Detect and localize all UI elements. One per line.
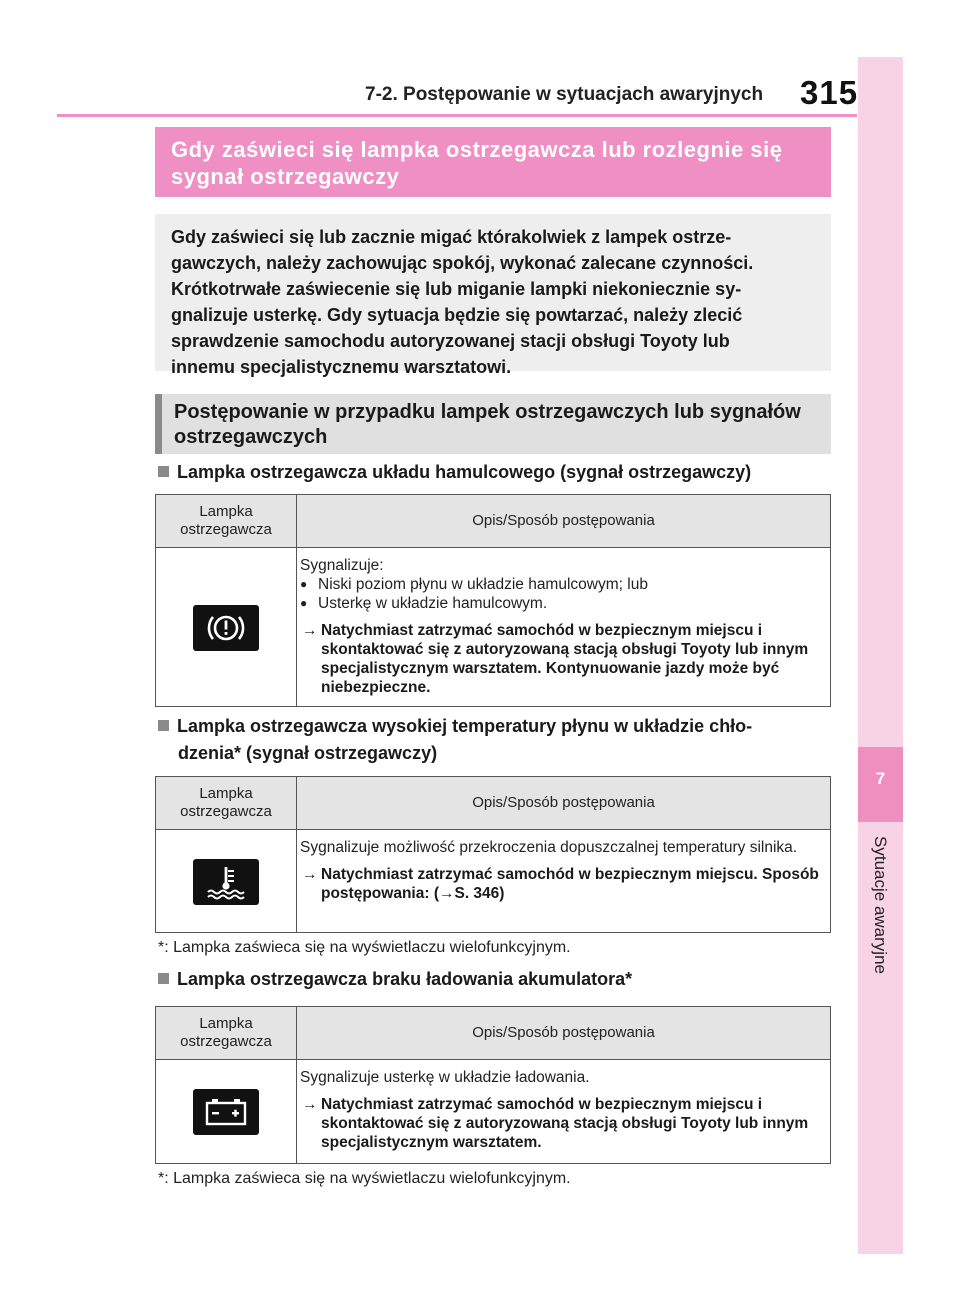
intro-line: innemu specjalistycznemu warsztatowi. (171, 357, 512, 377)
description-lead: Sygnalizuje: (300, 557, 384, 574)
header-warning-lamp: Lampka ostrzegawcza (156, 495, 297, 547)
chapter-number: 7 (875, 769, 886, 788)
coolant-temperature-icon (193, 859, 259, 905)
section-heading: Postępowanie w przypadku lampek ostrzegawczych lub sygnałów ostrzegawczych (155, 394, 831, 454)
subsection-title: Lampka ostrzegawcza wysokiej temperatury płynu w układzie chło- (177, 716, 753, 736)
header-description: Opis/Sposób postępowania (472, 512, 655, 529)
square-bullet-icon (158, 466, 169, 477)
page-reference-link[interactable]: →S. 346 (438, 885, 500, 902)
page-number: 315 (800, 74, 859, 111)
header-warning-lamp: Lampka ostrzegawcza (156, 1007, 297, 1059)
description-cell (297, 830, 830, 933)
action-instruction (300, 865, 824, 903)
chapter-tab (858, 747, 903, 822)
intro-line: Krótkotrwałe zaświecenie się lub miganie lampki niekoniecznie sy- (171, 279, 742, 299)
table-row (156, 830, 830, 933)
arrow-icon: → (302, 1096, 318, 1113)
table-header-row (156, 1007, 830, 1060)
header-description: Opis/Sposób postępowania (472, 794, 655, 811)
table-row (156, 548, 830, 707)
list-item (300, 575, 824, 594)
intro-line: sprawdzenie samochodu autoryzowanej stacji obsługi Toyoty lub (171, 331, 730, 351)
header-description: Opis/Sposób postępowania (472, 1024, 655, 1041)
section-title: 7-2. Postępowanie w sytuacjach awaryjnych (365, 84, 764, 105)
list-item-text: Niski poziom płynu w układzie hamulcowym; lub (318, 576, 648, 593)
warning-table-coolant (155, 776, 831, 933)
footnote: *: Lampka zaświeca się na wyświetlaczu wielofunkcyjnym. (158, 1170, 571, 1187)
intro-line: gnalizuje usterkę. Gdy sytuacja będzie się powtarzać, należy zlecić (171, 305, 743, 325)
table-row (156, 1060, 830, 1164)
action-instruction (300, 621, 824, 697)
table-header-row (156, 777, 830, 830)
description-cell (297, 548, 830, 707)
action-instruction (300, 1095, 824, 1152)
subsection-heading-brake (158, 459, 751, 486)
footnote: *: Lampka zaświeca się na wyświetlaczu wielofunkcyjnym. (158, 939, 571, 956)
lamp-cell (156, 1060, 297, 1164)
intro-box (155, 214, 831, 377)
action-text-main: Natychmiast zatrzymać samochód w bezpiecznym miejscu. Sposób postępowania: ( (321, 866, 819, 902)
description-cell (297, 1060, 830, 1164)
battery-charge-icon (193, 1089, 259, 1135)
description-lead: Sygnalizuje usterkę w układzie ładowania. (300, 1069, 590, 1086)
arrow-icon: → (302, 622, 318, 639)
subsection-heading-coolant (158, 713, 752, 767)
list-item (300, 594, 824, 613)
chapter-label: Sytuacje awaryjne (871, 836, 890, 974)
action-text: Natychmiast zatrzymać samochód w bezpiecznym miejscu i skontaktować się z autoryzowaną stacją obsługi Toyoty lub innym specjalistycznym warsztatem. Kontynuowanie jazdy może być niebezpieczne. (321, 622, 809, 696)
subsection-title-continued: dzenia* (sygnał ostrzegawczy) (178, 743, 438, 763)
action-text-end: ) (499, 885, 505, 902)
warning-table-battery (155, 1006, 831, 1164)
intro-line: gawczych, należy zachowując spokój, wykonać zalecane czynności. (171, 253, 754, 273)
main-heading: Gdy zaświeci się lampka ostrzegawcza lub rozlegnie się sygnał ostrzegawczy (155, 127, 831, 197)
square-bullet-icon (158, 720, 169, 731)
arrow-icon: → (302, 866, 318, 883)
square-bullet-icon (158, 973, 169, 984)
header-warning-lamp: Lampka ostrzegawcza (156, 777, 297, 829)
subsection-heading-battery (158, 966, 632, 993)
list-item-text: Usterkę w układzie hamulcowym. (318, 595, 548, 612)
description-lead: Sygnalizuje możliwość przekroczenia dopuszczalnej temperatury silnika. (300, 839, 798, 856)
subsection-title: Lampka ostrzegawcza układu hamulcowego (sygnał ostrzegawczy) (177, 462, 752, 482)
subsection-title: Lampka ostrzegawcza braku ładowania akumulatora* (177, 969, 633, 989)
bullet-icon: ● (300, 577, 308, 591)
lamp-cell (156, 830, 297, 933)
lamp-cell (156, 548, 297, 707)
action-text (321, 865, 824, 903)
side-tab-strip (858, 57, 903, 1254)
action-text: Natychmiast zatrzymać samochód w bezpiecznym miejscu i skontaktować się z autoryzowaną stacją obsługi Toyoty lub innym specjalistycznym warsztatem. (321, 1096, 809, 1151)
warning-table-brake (155, 494, 831, 707)
header-divider (57, 114, 857, 117)
table-header-row (156, 495, 830, 548)
bullet-icon: ● (300, 596, 308, 610)
brake-warning-icon (193, 605, 259, 651)
intro-line: Gdy zaświeci się lub zacznie migać którakolwiek z lampek ostrze- (171, 227, 732, 247)
